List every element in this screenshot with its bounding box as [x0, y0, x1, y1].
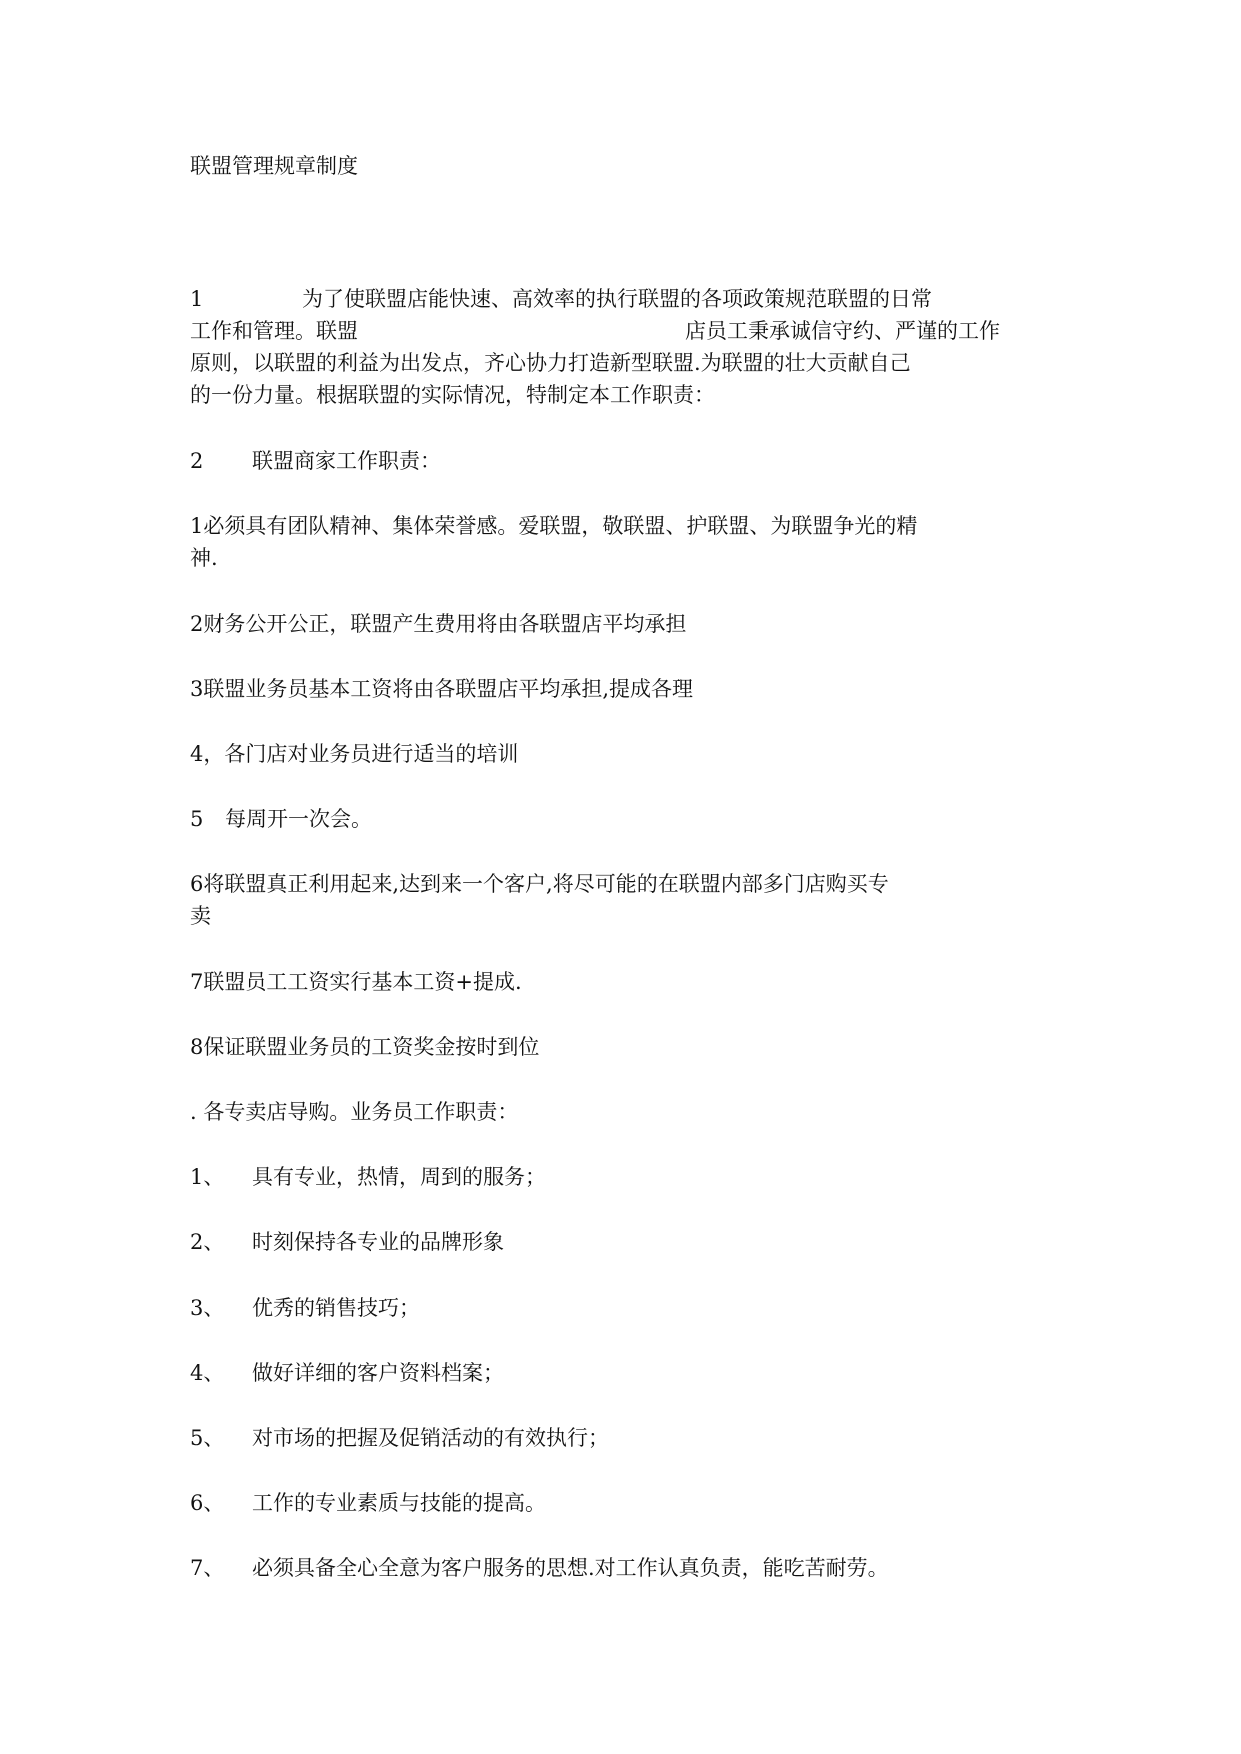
- rule-3: 3联盟业务员基本工资将由各联盟店平均承担,提成各理: [190, 677, 694, 701]
- duty-text: 具有专业，热情，周到的服务；: [252, 1165, 546, 1189]
- intro-line-3: 原则，以联盟的利益为出发点，齐心协力打造新型联盟.为联盟的壮大贡献自己: [190, 351, 911, 375]
- document-title: 联盟管理规章制度: [190, 154, 358, 178]
- duty-item: [190, 1357, 504, 1389]
- rule-6-line-2: 卖: [190, 904, 211, 928]
- duty-text: 时刻保持各专业的品牌形象: [252, 1230, 504, 1254]
- duty-number: 7、: [190, 1556, 225, 1580]
- rule-4: 4，各门店对业务员进行适当的培训: [190, 742, 519, 766]
- section-2-number: 2: [190, 449, 204, 473]
- duty-item: [190, 1292, 420, 1324]
- duty-item: [190, 1422, 609, 1454]
- intro-number: 1: [190, 287, 204, 311]
- rule-1-line-2: 神.: [190, 546, 218, 570]
- duty-text: 必须具备全心全意为客户服务的思想.对工作认真负责，能吃苦耐劳。: [252, 1556, 889, 1580]
- rule-5-text: 每周开一次会。: [225, 807, 372, 831]
- rule-5: [190, 803, 372, 835]
- duty-number: 1、: [190, 1165, 225, 1189]
- duty-text: 优秀的销售技巧；: [252, 1296, 420, 1320]
- section-2-text: 联盟商家工作职责：: [252, 449, 441, 473]
- duty-item: [190, 1226, 504, 1258]
- intro-line-4: 的一份力量。根据联盟的实际情况，特制定本工作职责：: [190, 383, 715, 407]
- section-2-heading: [190, 445, 441, 477]
- rule-7: 7联盟员工工资实行基本工资+提成.: [190, 970, 522, 994]
- duty-item: [190, 1161, 546, 1193]
- duty-number: 5、: [190, 1426, 225, 1450]
- intro-text-1: 为了使联盟店能快速、高效率的执行联盟的各项政策规范联盟的日常: [302, 287, 932, 311]
- section-3-heading: . 各专卖店导购。业务员工作职责：: [190, 1100, 519, 1124]
- rule-5-number: 5: [190, 807, 204, 831]
- duty-text: 工作的专业素质与技能的提高。: [252, 1491, 546, 1515]
- duty-item: [190, 1552, 889, 1584]
- duty-number: 2、: [190, 1230, 225, 1254]
- rule-2: 2财务公开公正，联盟产生费用将由各联盟店平均承担: [190, 612, 687, 636]
- duty-number: 6、: [190, 1491, 225, 1515]
- duty-text: 对市场的把握及促销活动的有效执行；: [252, 1426, 609, 1450]
- rule-6-line-1: 6将联盟真正利用起来,达到来一个客户,将尽可能的在联盟内部多门店购买专: [190, 872, 889, 896]
- intro-line-2: [190, 315, 1000, 347]
- duty-number: 3、: [190, 1296, 225, 1320]
- intro-text-2b: 店员工秉承诚信守约、严谨的工作: [685, 319, 1000, 343]
- intro-text-2a: 工作和管理。联盟: [190, 319, 358, 343]
- intro-line-1: [190, 283, 932, 315]
- duty-item: [190, 1487, 546, 1519]
- rule-8: 8保证联盟业务员的工资奖金按时到位: [190, 1035, 540, 1059]
- duty-number: 4、: [190, 1361, 225, 1385]
- rule-1-line-1: 1必须具有团队精神、集体荣誉感。爱联盟，敬联盟、护联盟、为联盟争光的精: [190, 514, 918, 538]
- duty-text: 做好详细的客户资料档案；: [252, 1361, 504, 1385]
